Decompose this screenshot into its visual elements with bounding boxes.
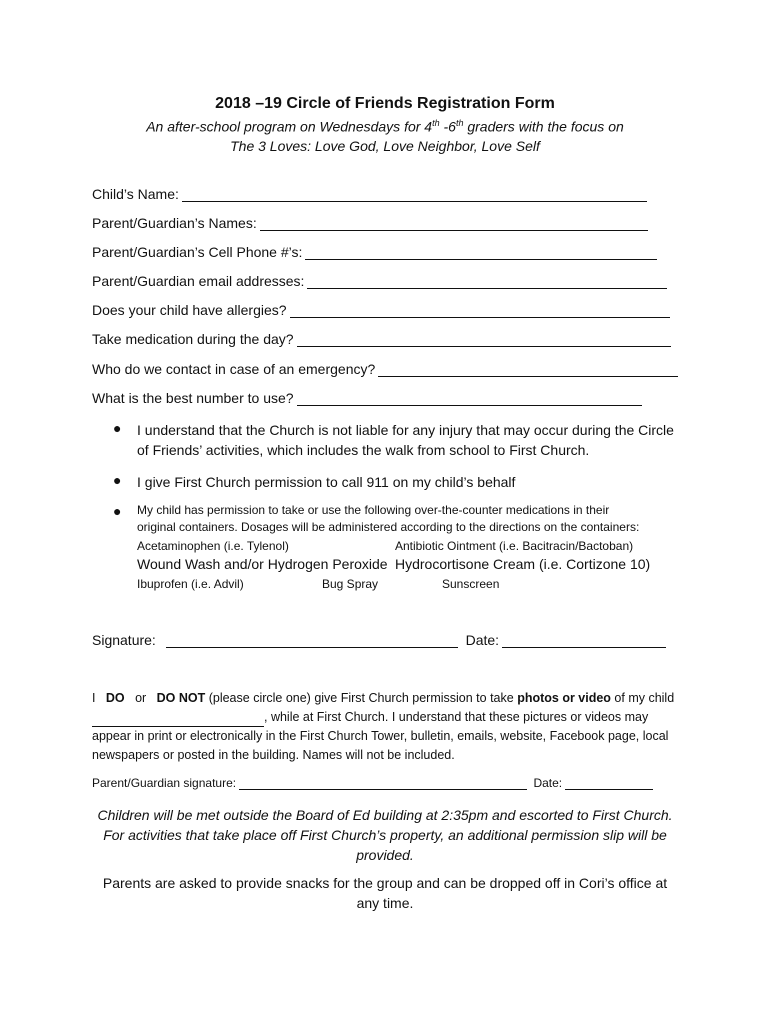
parent-signature-input-line[interactable] (239, 775, 527, 790)
field-guardian-names (92, 215, 648, 231)
superscript: th (455, 118, 464, 128)
photo-permission-paragraph (92, 689, 692, 765)
date-label: Date: (465, 632, 500, 648)
parent-signature-row (92, 775, 653, 790)
bullet-icon: ● (113, 420, 122, 436)
subtitle-line-2: The 3 Loves: Love God, Love Neighbor, Love Self (230, 138, 540, 154)
do-not-option[interactable]: DO NOT (156, 691, 206, 705)
pickup-notice: Children will be met outside the Board of Ed building at 2:35pm and escorted to First Church. For activities that take place off First Church’s property, an additional permission slip will be provided. (97, 807, 673, 863)
photo-line-1 (92, 689, 692, 708)
best-number-input-line[interactable] (297, 391, 642, 406)
field-label: Parent/Guardian’s Names: (92, 215, 257, 231)
do-option[interactable]: DO (105, 691, 125, 705)
medication-item: Bug Spray (322, 577, 379, 591)
child-name-photo-line[interactable] (92, 712, 264, 727)
field-medication (92, 331, 671, 347)
photo-or: or (135, 691, 147, 705)
subtitle-text: graders with the focus on (463, 118, 624, 135)
field-label: Who do we contact in case of an emergency? (92, 361, 376, 377)
field-label: Parent/Guardian’s Cell Phone #’s: (92, 244, 303, 260)
photo-line-4: newspapers or posted in the building. Names will not be included. (92, 748, 455, 762)
liability-statement (137, 420, 674, 460)
field-label: What is the best number to use? (92, 390, 294, 406)
medication-item: Wound Wash and/or Hydrogen Peroxide (137, 556, 388, 572)
field-cell-phone (92, 244, 657, 260)
medication-line-1: My child has permission to take or use the following over-the-counter medications in their (137, 503, 610, 517)
signature-input-line[interactable] (166, 633, 458, 648)
medication-line-2: original containers. Dosages will be administered according to the directions on the containers: (137, 520, 640, 534)
photo-text-bold: photos or video (517, 691, 611, 705)
medication-item: Ibuprofen (i.e. Advil) (137, 577, 244, 591)
photo-text: , while at First Church. I understand that these pictures or videos may (264, 710, 649, 724)
parent-date-label: Date: (533, 776, 563, 790)
field-child-name (92, 186, 647, 202)
email-input-line[interactable] (307, 274, 667, 289)
photo-text: (please circle one) give First Church permission to take (208, 691, 514, 705)
bullet-icon: ● (113, 472, 122, 488)
emergency-contact-input-line[interactable] (378, 362, 678, 377)
snacks-notice: Parents are asked to provide snacks for the group and can be dropped off in Cori’s office at any time. (102, 875, 668, 911)
field-label: Child’s Name: (92, 186, 179, 202)
subtitle-text: An after-school program on Wednesdays for 4 (146, 118, 433, 135)
medication-item: Sunscreen (442, 577, 500, 591)
field-label: Does your child have allergies? (92, 302, 287, 318)
field-emergency-contact (92, 361, 678, 377)
photo-line-3: appear in print or electronically in the First Church Tower, bulletin, emails, website, Facebook page, local (92, 729, 669, 743)
subtitle-line-1 (0, 118, 770, 135)
bullet-icon: ● (113, 503, 122, 519)
signature-row (92, 632, 666, 648)
photo-text: of my child (614, 691, 675, 705)
medication-item: Antibiotic Ointment (i.e. Bacitracin/Bactoban) (395, 539, 634, 553)
subtitle-text: -6 (439, 118, 456, 135)
liability-line-1: I understand that the Church is not liable for any injury that may occur during the Circle (137, 422, 674, 438)
cell-phone-input-line[interactable] (305, 245, 657, 260)
field-best-number (92, 390, 642, 406)
photo-line-2 (92, 708, 692, 727)
child-name-input-line[interactable] (182, 187, 647, 202)
field-label: Parent/Guardian email addresses: (92, 273, 305, 289)
emergency-911-statement: I give First Church permission to call 911 on my child’s behalf (137, 474, 516, 490)
medication-input-line[interactable] (297, 332, 671, 347)
superscript: th (432, 118, 440, 128)
allergies-input-line[interactable] (290, 303, 670, 318)
field-email (92, 273, 667, 289)
form-title: 2018 –19 Circle of Friends Registration Form (215, 95, 555, 112)
field-label: Take medication during the day? (92, 331, 294, 347)
medication-item: Acetaminophen (i.e. Tylenol) (137, 539, 289, 553)
parent-date-input-line[interactable] (565, 775, 653, 790)
parent-signature-label: Parent/Guardian signature: (92, 776, 237, 790)
field-allergies (92, 302, 670, 318)
medication-permission (137, 502, 639, 536)
liability-line-2: of Friends’ activities, which includes the walk from school to First Church. (137, 442, 590, 458)
signature-label: Signature: (92, 632, 156, 648)
guardian-names-input-line[interactable] (260, 216, 648, 231)
medication-item: Hydrocortisone Cream (i.e. Cortizone 10) (395, 556, 651, 572)
date-input-line[interactable] (502, 633, 666, 648)
photo-i: I (92, 691, 96, 705)
